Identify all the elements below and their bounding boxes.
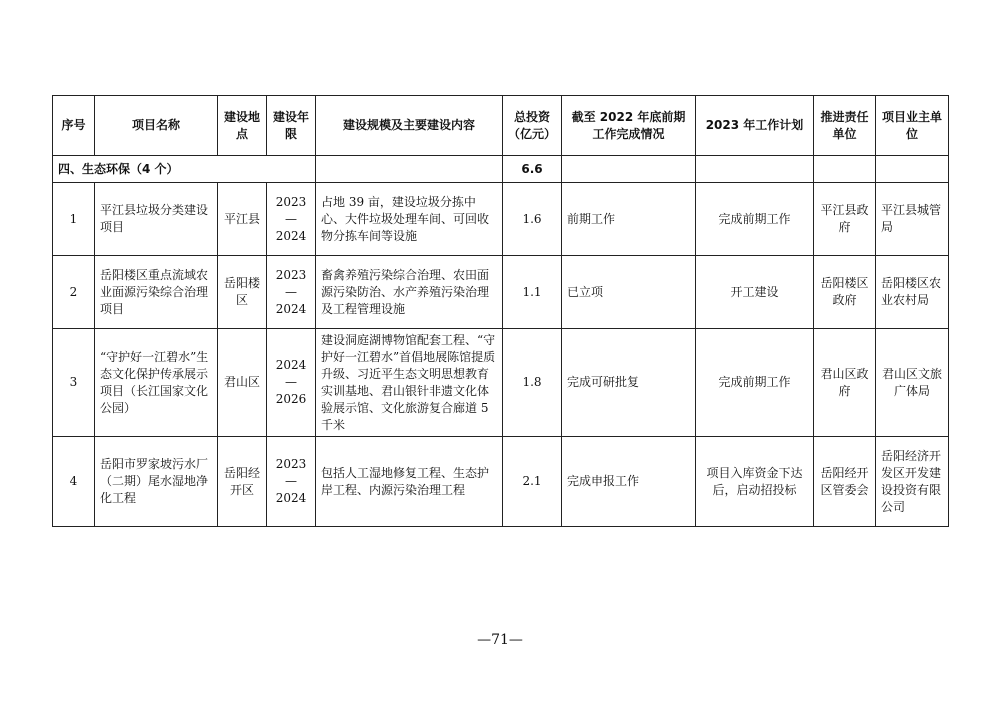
row-progress: 完成可研批复 [562,329,696,437]
section-total: 6.6 [503,156,562,183]
header-row [53,96,949,156]
row-no: 1 [53,183,95,256]
row-name: “守护好一江碧水”生态文化保护传承展示项目（长江国家文化公园） [95,329,218,437]
row-no: 2 [53,256,95,329]
section-empty [696,156,814,183]
row-plan: 完成前期工作 [696,183,814,256]
section-empty [814,156,876,183]
header-place: 建设地点 [218,96,267,156]
row-content: 畜禽养殖污染综合治理、农田面源污染防治、水产养殖污染治理及工程管理设施 [316,256,503,329]
row-owner: 岳阳经济开发区开发建设投资有限公司 [876,437,949,527]
row-plan: 完成前期工作 [696,329,814,437]
row-owner: 君山区文旅广体局 [876,329,949,437]
row-owner: 平江县城管局 [876,183,949,256]
row-name: 岳阳楼区重点流域农业面源污染综合治理项目 [95,256,218,329]
header-invest: 总投资（亿元） [503,96,562,156]
page-number: —71— [477,632,523,648]
row-progress: 完成申报工作 [562,437,696,527]
project-table [52,95,949,527]
row-name: 平江县垃圾分类建设项目 [95,183,218,256]
row-content: 包括人工湿地修复工程、生态护岸工程、内源污染治理工程 [316,437,503,527]
row-content: 占地 39 亩，建设垃圾分拣中心、大件垃圾处理车间、可回收物分拣车间等设施 [316,183,503,256]
row-resp: 平江县政府 [814,183,876,256]
section-title: 四、生态环保（4 个） [53,156,316,183]
table-row [53,183,949,256]
row-resp: 君山区政府 [814,329,876,437]
header-years: 建设年限 [267,96,316,156]
row-resp: 岳阳楼区政府 [814,256,876,329]
row-progress: 前期工作 [562,183,696,256]
row-plan: 项目入库资金下达后，启动招投标 [696,437,814,527]
row-owner: 岳阳楼区农业农村局 [876,256,949,329]
header-content: 建设规模及主要建设内容 [316,96,503,156]
section-row [53,156,949,183]
section-empty [562,156,696,183]
row-no: 4 [53,437,95,527]
row-content: 建设洞庭湖博物馆配套工程、“守护好一江碧水”首倡地展陈馆提质升级、习近平生态文明思想教育实训基地、君山银针非遗文化体验展示馆、文化旅游复合廊道 5 千米 [316,329,503,437]
row-invest: 1.8 [503,329,562,437]
row-invest: 2.1 [503,437,562,527]
header-no: 序号 [53,96,95,156]
header-progress: 截至 2022 年底前期工作完成情况 [562,96,696,156]
table-row [53,437,949,527]
row-years: 2023—2024 [267,256,316,329]
header-plan: 2023 年工作计划 [696,96,814,156]
row-years: 2023—2024 [267,437,316,527]
row-name: 岳阳市罗家坡污水厂（二期）尾水湿地净化工程 [95,437,218,527]
table-row [53,329,949,437]
row-place: 君山区 [218,329,267,437]
row-years: 2024—2026 [267,329,316,437]
row-years: 2023—2024 [267,183,316,256]
row-resp: 岳阳经开区管委会 [814,437,876,527]
header-name: 项目名称 [95,96,218,156]
row-place: 岳阳楼区 [218,256,267,329]
header-resp: 推进责任单位 [814,96,876,156]
row-place: 岳阳经开区 [218,437,267,527]
section-empty [876,156,949,183]
row-invest: 1.1 [503,256,562,329]
row-no: 3 [53,329,95,437]
row-progress: 已立项 [562,256,696,329]
row-plan: 开工建设 [696,256,814,329]
header-owner: 项目业主单位 [876,96,949,156]
row-place: 平江县 [218,183,267,256]
section-empty [316,156,503,183]
table-row [53,256,949,329]
row-invest: 1.6 [503,183,562,256]
